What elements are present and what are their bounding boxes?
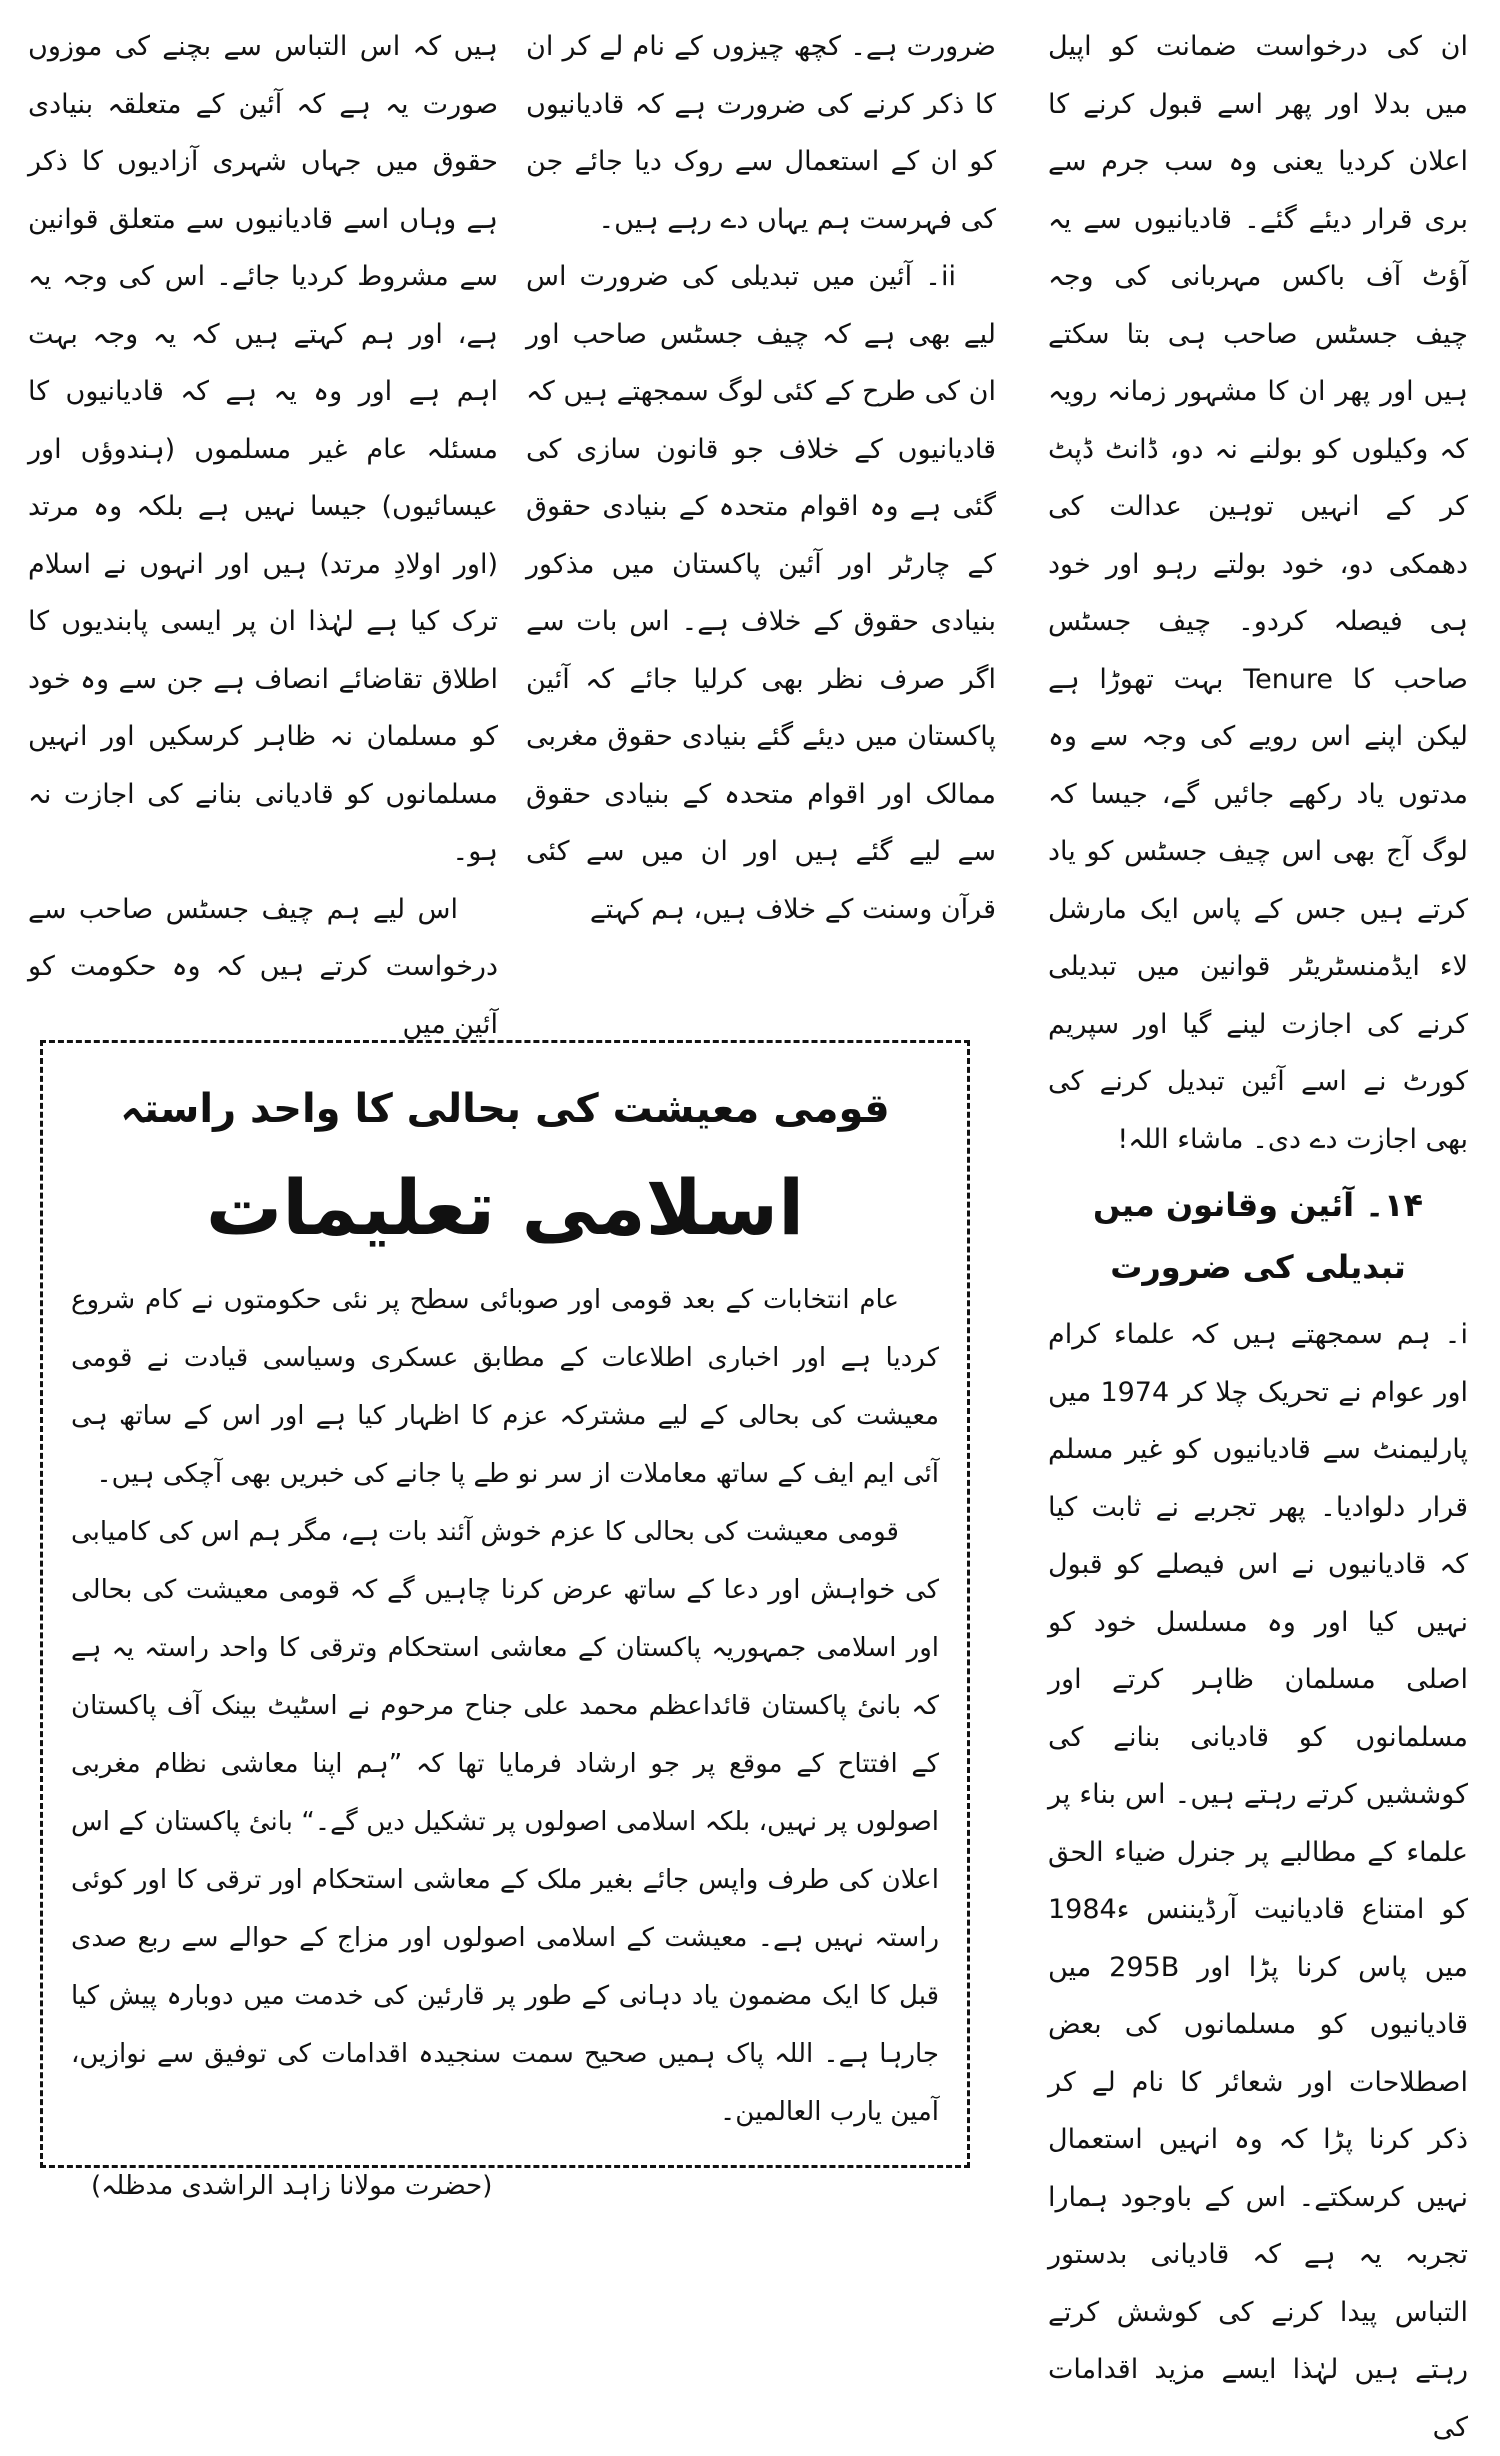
year: 1974	[1100, 1376, 1170, 1408]
paragraph: ضرورت ہے۔ کچھ چیزوں کے نام لے کر ان کا ذکر کرنے کی ضرورت ہے کہ قادیانیوں کو ان کے استعمال سے روک دیا جائے جن کی فہرست ہم یہاں دے رہے ہیں۔	[526, 31, 996, 235]
text: میں پاس کرنا پڑا اور	[1197, 1951, 1468, 1983]
box-body	[71, 1271, 939, 2141]
section-heading: ۱۴۔ آئین وقانون میں تبدیلی کی ضرورت	[1093, 1186, 1423, 1286]
box-subtitle: قومی معیشت کی بحالی کا واحد راستہ	[120, 1086, 890, 1132]
paragraph: عام انتخابات کے بعد قومی اور صوبائی سطح پر نئی حکومتوں نے کام شروع کردیا ہے اور اخباری اطلاعات کے مطابق عسکری وسیاسی قیادت نے قومی معیشت کی بحالی کے لیے مشترکہ عزم کا اظہار کیا ہے اور اس کے ساتھ ہی آئی ایم ایف کے ساتھ معاملات از سر نو طے پا جانے کی خبریں بھی آچکی ہیں۔	[71, 1285, 939, 1489]
law-section: 295B	[1109, 1951, 1180, 1983]
year: 1984ء	[1048, 1894, 1130, 1925]
text: میں قادیانیوں کو مسلمانوں کی بعض اصطلاحات اور شعائر کا نام لے کر ذکر کرنا پڑا کہ وہ انہیں استعمال نہیں کرسکتے۔ اس کے باوجود ہمارا تجربہ یہ ہے کہ قادیانی بدستور التباس پیدا کرنے کی کوشش کرتے رہتے ہیں لہٰذا ایسے مزید اقدامات کی	[1048, 1951, 1468, 2443]
paragraph: اس لیے ہم چیف جسٹس صاحب سے درخواست کرتے ہیں کہ وہ حکومت کو آئین میں	[28, 893, 498, 1040]
column-right	[1048, 18, 1468, 2456]
paragraph: قومی معیشت کی بحالی کا عزم خوش آئند بات ہے، مگر ہم اس کی کامیابی کی خواہش اور دعا کے ساتھ عرض کرنا چاہیں گے کہ قومی معیشت کی بحالی اور اسلامی جمہوریہ پاکستان کے معاشی استحکام وترقی کا واحد راستہ یہ ہے کہ بانیٔ پاکستان قائداعظم محمد علی جناح مرحوم نے اسٹیٹ بینک آف پاکستان کے افتتاح کے موقع پر جو ارشاد فرمایا تھا کہ ”ہم اپنا معاشی نظام مغربی اصولوں پر نہیں، بلکہ اسلامی اصولوں پر تشکیل دیں گے۔“ بانیٔ پاکستان کے اس اعلان کی طرف واپس جائے بغیر ملک کے معاشی استحکام اور ترقی کا اور کوئی راستہ نہیں ہے۔ معیشت کے اسلامی اصولوں اور مزاج کے حوالے سے ربع صدی قبل کا ایک مضمون یاد دہانی کے طور پر قارئین کی خدمت میں دوبارہ پیش کیا جارہا ہے۔ اللہ پاک ہمیں صحیح سمت سنجیدہ اقدامات کی توفیق سے نوازیں، آمین یارب العالمین۔	[71, 1517, 939, 2127]
english-word: Tenure	[1243, 663, 1334, 695]
column-left	[28, 18, 498, 1053]
paragraph: ہیں کہ اس التباس سے بچنے کی موزوں صورت یہ ہے کہ آئین کے متعلقہ بنیادی حقوق میں جہاں شہری آزادیوں کا ذکر ہے وہاں اسے قادیانیوں سے متعلق قوانین سے مشروط کردیا جائے۔ اس کی وجہ یہ ہے، اور ہم کہتے ہیں کہ یہ وجہ بہت اہم ہے اور وہ یہ ہے کہ قادیانیوں کا مسئلہ عام غیر مسلموں (ہندوؤں اور عیسائیوں) جیسا نہیں ہے بلکہ وہ مرتد (اور اولادِ مرتد) ہیں اور انہوں نے اسلام ترک کیا ہے لہٰذا ان پر ایسی پابندیوں کا اطلاق تقاضائے انصاف ہے جن سے وہ خود کو مسلمان نہ ظاہر کرسکیں اور انہیں مسلمانوں کو قادیانی بنانے کی اجازت نہ ہو۔	[28, 31, 498, 867]
paragraph: ii۔ آئین میں تبدیلی کی ضرورت اس لیے بھی ہے کہ چیف جسٹس صاحب اور ان کی طرح کے کئی لوگ سمجھتے ہیں کہ قادیانیوں کے خلاف جو قانون سازی کی گئی ہے وہ اقوام متحدہ کے بنیادی حقوق کے چارٹر اور آئین پاکستان میں مذکور بنیادی حقوق کے خلاف ہے۔ اس بات سے اگر صرف نظر بھی کرلیا جائے کہ آئین پاکستان میں دیئے گئے بنیادی حقوق مغربی ممالک اور اقوام متحدہ کے بنیادی حقوق سے لیے گئے ہیں اور ان میں سے کئی قرآن وسنت کے خلاف ہیں، ہم کہتے	[526, 261, 996, 925]
author-signature: (حضرت مولانا زاہد الراشدی مدظلہ)	[91, 2171, 493, 2201]
text: i۔ ہم سمجھتے ہیں کہ علماء کرام اور عوام نے تحریک چلا کر	[1048, 1319, 1468, 1408]
text: میں پارلیمنٹ سے قادیانیوں کو غیر مسلم قرار دلوادیا۔ پھر تجربے نے ثابت کیا کہ قادیانیوں نے اس فیصلے کو قبول نہیں کیا اور وہ مسلسل خود کو اصلی مسلمان ظاہر کرتے اور مسلمانوں کو قادیانی بنانے کی کوششیں کرتے رہتے ہیں۔ اس بناء پر علماء کے مطالبے پر جنرل ضیاء الحق کو امتناع قادیانیت آرڈیننس	[1048, 1376, 1468, 1925]
text: ان کی درخواست ضمانت کو اپیل میں بدلا اور پھر اسے قبول کرنے کا اعلان کردیا یعنی وہ سب جرم سے بری قرار دیئے گئے۔ قادیانیوں سے یہ آؤٹ آف باکس مہربانی کی وجہ چیف جسٹس صاحب ہی بتا سکتے ہیں اور پھر ان کا مشہور زمانہ رویہ کہ وکیلوں کو بولنے نہ دو، ڈانٹ ڈپٹ کر کے انہیں توہین عدالت کی دھمکی دو، خود بولتے رہو اور خود ہی فیصلہ کردو۔ چیف جسٹس صاحب کا	[1048, 31, 1468, 695]
box-title: اسلامی تعلیمات	[205, 1163, 805, 1252]
paragraph	[1048, 1306, 1468, 2456]
paragraph	[1048, 18, 1468, 1168]
announcement-box	[40, 1040, 970, 2201]
text: بہت تھوڑا ہے لیکن اپنے اس رویے کی وجہ سے وہ مدتوں یاد رکھے جائیں گے، جیسا کہ لوگ آج بھی اس چیف جسٹس کو یاد کرتے ہیں جس کے پاس ایک مارشل لاء ایڈمنسٹریٹر قوانین میں تبدیلی کرنے کی اجازت لینے گیا اور سپریم کورٹ نے اسے آئین تبدیل کرنے کی بھی اجازت دے دی۔ ماشاء اللہ!	[1048, 663, 1468, 1155]
column-middle	[526, 18, 996, 938]
